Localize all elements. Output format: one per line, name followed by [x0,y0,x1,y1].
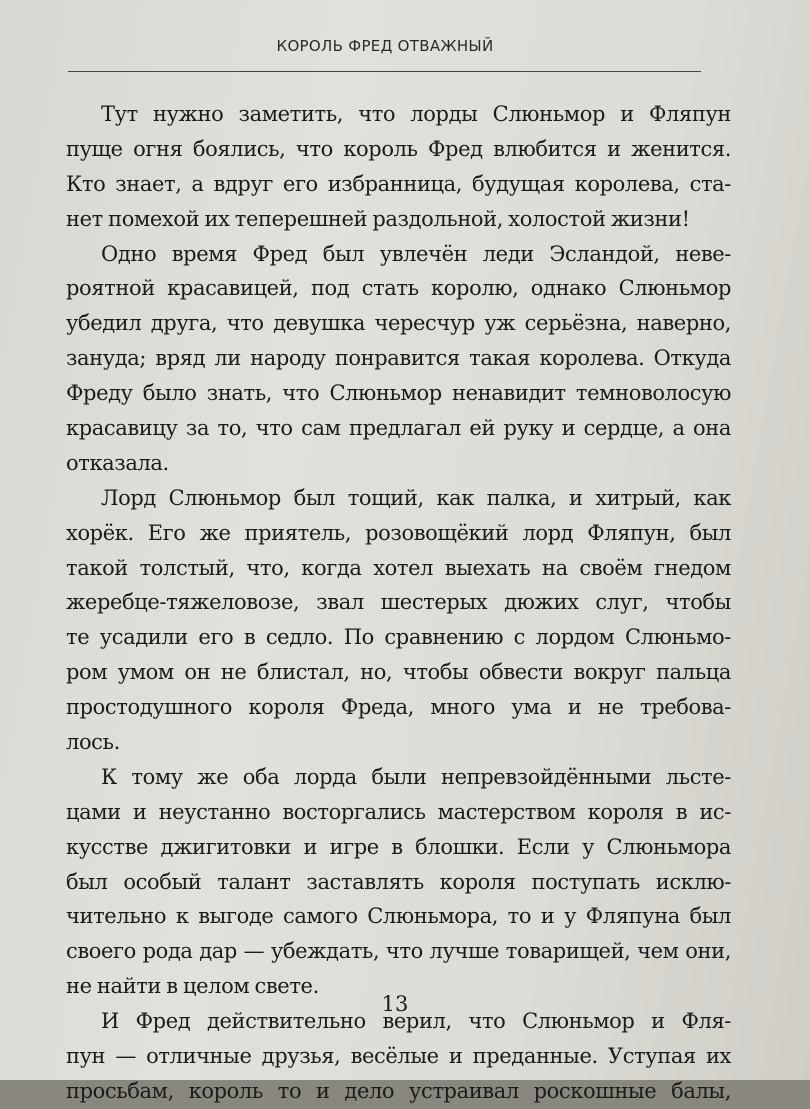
text-line: Лорд Слюньмор был тощий, как палка, и хитрый, как [101,485,731,510]
text-line: просьбам, король то и дело устраивал роскошные балы, [66,1078,731,1103]
text-line: роятной красавицей, под стать королю, однако Слюньмор [66,276,731,301]
text-line: И Фред действительно верил, что Слюньмор и Фля- [101,1009,731,1034]
text-line: не найти в целом свете. [66,974,319,999]
text-line: нет помехой их теперешней раздольной, холостой жизни! [66,206,690,231]
text-line: жеребце-тяжеловозе, звал шестерых дюжих слуг, чтобы [66,590,731,615]
text-line: пуще огня боялись, что король Фред влюбится и женится. [66,136,731,161]
text-line: такой толстый, что, когда хотел выехать на своём гнедом [66,555,731,580]
text-line: кусстве джигитовки и игре в блошки. Если у Слюньмора [66,834,731,859]
text-line: убедил друга, что девушка чересчур уж серьёзна, наверно, [66,311,731,336]
text-line: Кто знает, а вдруг его избранница, будущая королева, ста- [66,171,731,196]
text-line: цами и неустанно восторгались мастерством короля в ис- [66,799,731,824]
text-line: Одно время Фред был увлечён леди Эсландой, неве- [101,241,731,266]
text-line: простодушного короля Фреда, много ума и не требова- [66,695,731,720]
text-line: был особый талант заставлять короля поступать исклю- [66,869,731,894]
page-number: 13 [381,992,409,1016]
text-line: пун — отличные друзья, весёлые и преданные. Уступая их [66,1044,731,1069]
text-line: красавицу за то, что сам предлагал ей руку и сердце, а она [66,416,731,441]
text-line: К тому же оба лорда были непревзойдёнными льсте- [101,764,731,789]
body-text [66,97,731,1109]
text-line: Тут нужно заметить, что лорды Слюньмор и Фляпун [101,102,731,126]
text-line: хорёк. Его же приятель, розовощёкий лорд Фляпун, был [66,520,731,545]
text-line: чительно к выгоде самого Слюньмора, то и у Фляпуна был [66,904,731,929]
text-line: ром умом он не блистал, но, чтобы обвести вокруг пальца [66,660,731,685]
text-line: те усадили его в седло. По сравнению с лордом Слюньмо- [66,625,731,650]
text-line: Фреду было знать, что Слюньмор ненавидит темноволосую [66,381,731,406]
running-head: КОРОЛЬ ФРЕД ОТВАЖНЫЙ [276,37,494,55]
text-line: своего рода дар — убеждать, что лучше товарищей, чем они, [66,939,731,964]
header-rule [68,71,701,72]
text-line: отказала. [66,450,169,475]
text-line: зануда; вряд ли народу понравится такая королева. Откуда [66,346,731,371]
text-line: лось. [66,730,120,755]
